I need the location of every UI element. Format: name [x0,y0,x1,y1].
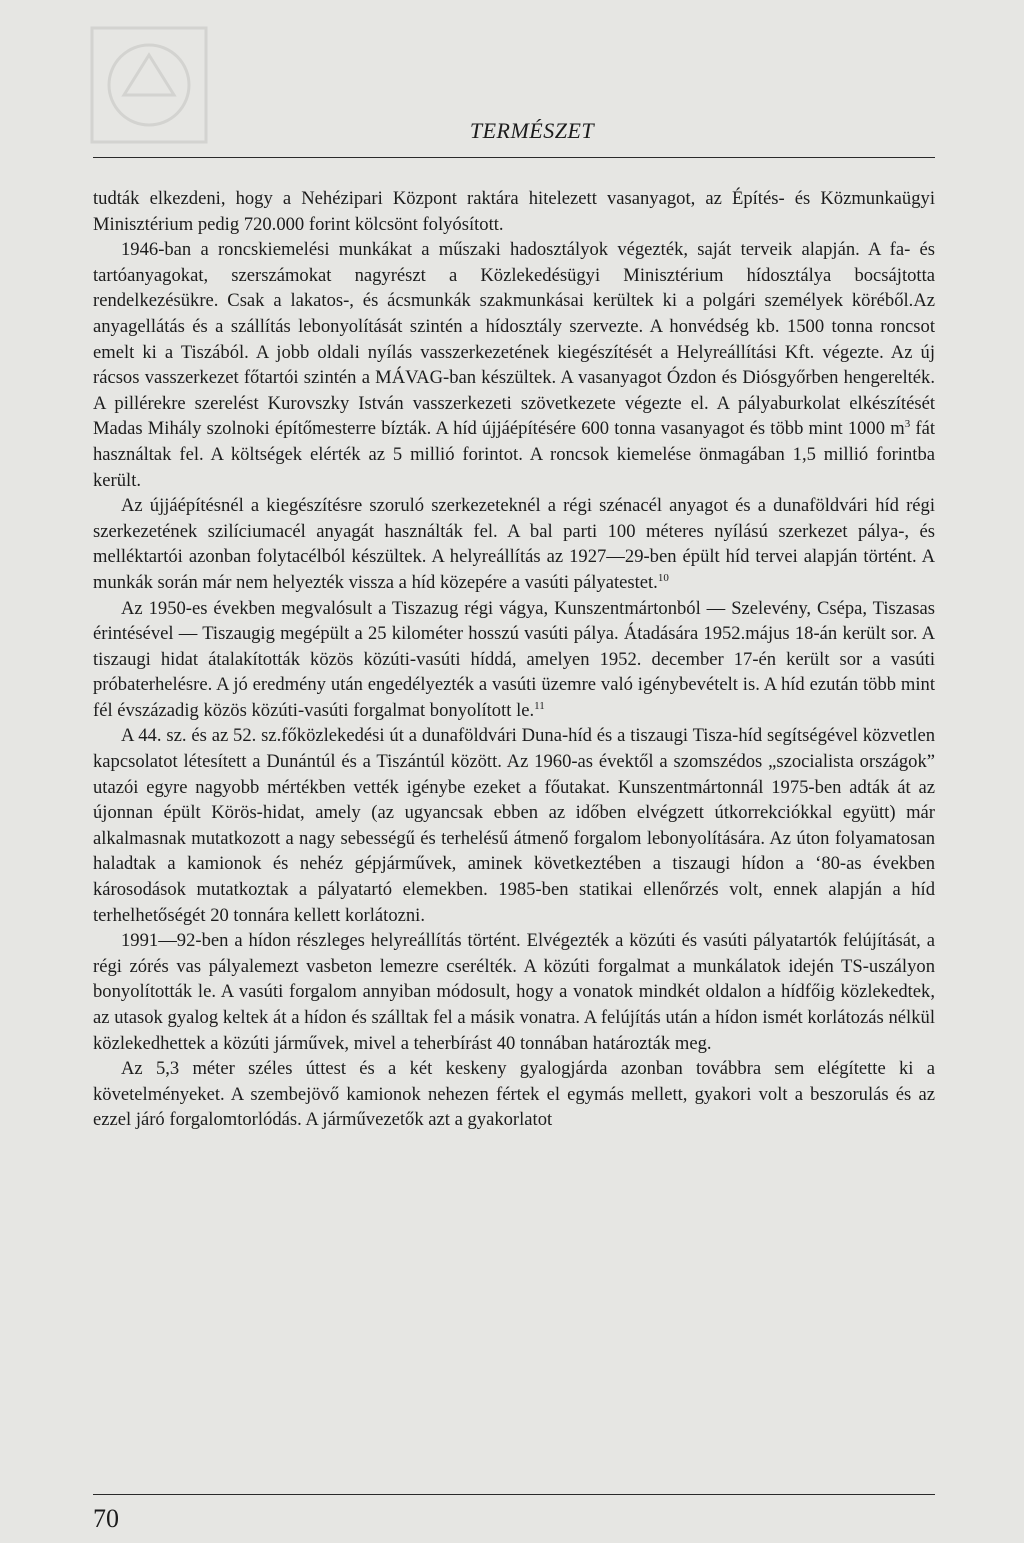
paragraph-5: A 44. sz. és az 52. sz.főközlekedési út a dunaföldvári Duna-híd és a tiszaugi Tisza-híd segítségével közvetlen kapcsolatot létesített a Dunántúl és a Tiszántúl között. Az 1960-as évektől a szomszédos „szocialista országok” utazói egyre nagyobb mértékben vették igénybe ezeket a főutakat. Kunszentmártonnál 1975-ben adták át az újonnan épült Körös-hidat, amely (az ugyancsak ebben az időben elvégzett útkorrekciókkal együtt) már alkalmasnak mutatkozott a nagy sebességű és terhelésű átmenő forgalom lebonyolítására. Az úton folyamatosan haladtak a kamionok és nehéz gépjárművek, aminek következtében a tiszaugi hídon a ‘80-as években károsodások mutatkoztak a pályatartó elemekben. 1985-ben statikai ellenőrzés volt, ennek alapján a híd terhelhetőségét 20 tonnára kellett korlátozni. [93,725,935,926]
body-text [93,186,935,1133]
superscript-cube: 3 [904,418,911,431]
footnote-ref-10: 10 [657,571,669,584]
page-number: 70 [93,1504,119,1533]
paragraph-3: Az újjáépítésnél a kiegészítésre szoruló szerkezeteknél a régi szénacél anyagot és a dunaföldvári híd régi szerkezetének szilíciumacél anyagát használták fel. A bal parti 100 méteres nyílású szerkezet pálya-, és melléktartói azonban folytacélból készültek. A helyreállítás az 1927—29-ben épült híd tervei alapján történt. A munkák során már nem helyezték vissza a híd közepére a vasúti pályatestet.$^{10}$ [93,495,935,593]
running-header: TERMÉSZET [469,118,595,143]
paragraph-4: Az 1950-es években megvalósult a Tiszazug régi vágya, Kunszentmártonból — Szelevény, Csépa, Tiszasas érintésével — Tiszaugig megépült a 25 kilométer hosszú vasúti pálya. Átadására 1952.május 18-án került sor. A tiszaugi hidat átalakították közös közúti-vasúti híddá, amelyen 1952. december 17-én került sor a vasúti próbaterhelésre. A jó eredmény után engedélyezték a vasúti üzemre való igénybevételt is. A híd ezután több mint fél évszázadig közös közúti-vasúti forgalmat bonyolított le.$^{11}$ [93,597,935,721]
header-rule [93,157,935,158]
paragraph-7: Az 5,3 méter széles úttest és a két keskeny gyalogjárda azonban továbbra sem elégítette ki a követelményeket. A szembejövő kamionok nehezen fértek el egymás mellett, gyakori volt a beszorulás és az ezzel járó forgalomtorlódás. A járművezetők azt a gyakorlatot [93,1058,935,1131]
paragraph-2: 1946-ban a roncskiemelési munkákat a műszaki hadosztályok végezték, saját terveik alapján. A fa- és tartóanyagokat, szerszámokat nagyrészt a Közlekedésügyi Minisztérium hídosztálya bocsájtotta rendelkezésükre. Csak a lakatos-, és ácsmunkák szakmunkásai kerültek ki a polgári személyek köréből.Az anyagellátás és a szállítás lebonyolítását szintén a hídosztály szervezte. A honvédség kb. 1500 tonna roncsot emelt ki a Tiszából. A jobb oldali nyílás vasszerkezetének kiegészítését a Helyreállítási Kft. végezte. Az új rácsos vasszerkezet főtartói szintén a MÁVAG-ban készültek. A vasanyagot Ózdon és Diósgyőrben hengerelték. A pillérekre szerelést Kurovszky István vasszerkezeti szövetkezete végezte el. A pályaburkolat elkészítését Madas Mihály szolnoki építőmesterre bízták. A híd újjáépítésére 600 tonna vasanyagot és több mint 1000 $m^3$ fát használtak fel. A költségek elérték az 5 millió forintot. A roncsok kiemelése önmagában 1,5 millió forintba került. [93,239,935,491]
footer-rule [93,1494,935,1495]
paragraph-1: tudták elkezdeni, hogy a Nehézipari Központ raktára hitelezett vasanyagot, az Építés- és Közmunkaügyi Minisztérium pedig 720.000 forint kölcsönt folyósított. [93,188,935,235]
footnote-ref-11: 11 [534,699,545,712]
paragraph-6: 1991—92-ben a hídon részleges helyreállítás történt. Elvégezték a közúti és vasúti pályatartók felújítását, a régi zórés vas pályalemezt vasbeton lemezre cserélték. A közúti forgalmat a munkálatok idején TS-uszályon bonyolították le. A vasúti forgalom annyiban módosult, hogy a vonatok mindkét oldalon a hídfőig közlekedtek, az utasok gyalog keltek át a hídon és szálltak fel a másik vonatra. A felújítás után a hídon ismét korlátozás nélkül közlekedhettek a közúti járművek, mivel a teherbírást 40 tonnában határozták meg. [93,930,935,1054]
